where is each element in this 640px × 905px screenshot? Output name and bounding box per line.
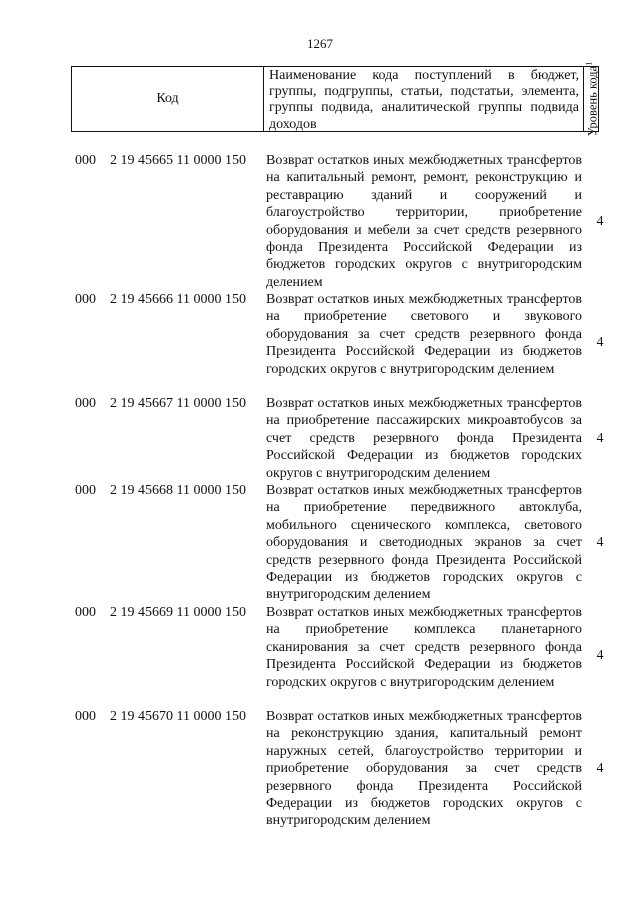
row-name: Возврат остатков иных межбюджетных трансфертов на приобретение комплекса планетарного сканирования за счет средств резервного фонда Президента Российской Федерации из бюджетов городских округов с внутригородским делением	[266, 605, 582, 690]
row-code: 2 19 45669 11 0000 150	[110, 605, 246, 620]
row-prefix: 000	[75, 605, 96, 620]
row-level: 4	[596, 535, 604, 550]
header-level-footnote: 1	[584, 61, 594, 66]
table-row	[0, 482, 640, 604]
table-row	[0, 604, 640, 708]
row-prefix: 000	[75, 292, 96, 307]
table-row	[0, 291, 640, 395]
table-row	[0, 708, 640, 830]
row-name: Возврат остатков иных межбюджетных трансфертов на приобретение светового и звукового оборудования за счет средств резервного фонда Президента Российской Федерации из бюджетов городских округов с внутригородским делением	[266, 292, 582, 377]
row-code: 2 19 45666 11 0000 150	[110, 292, 246, 307]
row-code: 2 19 45667 11 0000 150	[110, 396, 246, 411]
header-code: Код	[72, 67, 264, 131]
table-header	[71, 61, 600, 137]
header-level-text: Уровень кода	[585, 65, 600, 137]
row-level: 4	[596, 648, 604, 663]
header-level-label	[582, 62, 599, 136]
row-code: 2 19 45668 11 0000 150	[110, 483, 246, 498]
row-level: 4	[596, 213, 604, 229]
row-prefix: 000	[75, 709, 96, 724]
row-level: 4	[596, 335, 604, 350]
row-prefix: 000	[75, 483, 96, 498]
page-number: 1267	[307, 36, 333, 51]
table-body	[0, 152, 640, 830]
row-prefix: 000	[75, 153, 96, 168]
row-code: 2 19 45670 11 0000 150	[110, 709, 246, 724]
row-name: Возврат остатков иных межбюджетных трансфертов на реконструкцию здания, капитальный ремонт наружных сетей, благоустройство территории и приобретение оборудования за счет средств резервного фонда Президента Российской Федерации из бюджетов городских округов с внутригородским делением	[266, 709, 582, 829]
row-name: Возврат остатков иных межбюджетных трансфертов на капитальный ремонт, ремонт, реконструкцию и реставрацию зданий и сооружений и благоустройство территории, приобретение оборудования и мебели за счет средств резервного фонда Президента Российской Федерации из бюджетов городских округов с внутригородским делением	[266, 153, 582, 290]
row-code: 2 19 45665 11 0000 150	[110, 153, 246, 168]
header-name: Наименование кода поступлений в бюджет, группы, подгруппы, статьи, подстатьи, элемента, группы подвида, аналитической группы подвида доходов	[264, 67, 584, 131]
row-name: Возврат остатков иных межбюджетных трансфертов на приобретение передвижного автоклуба, мобильного сценического комплекса, светового оборудования и светодиодных экранов за счет средств резервного фонда Президента Российской Федерации из бюджетов городских округов с внутригородским делением	[266, 483, 582, 603]
row-level: 4	[596, 761, 604, 776]
row-name: Возврат остатков иных межбюджетных трансфертов на приобретение пассажирских микроавтобусов за счет средств резервного фонда Президента Российской Федерации из бюджетов городских округов с внутригородским делением	[266, 396, 582, 481]
table-row	[0, 152, 640, 291]
row-level: 4	[596, 430, 604, 446]
table-row	[0, 395, 640, 482]
header-level	[584, 61, 600, 137]
row-prefix: 000	[75, 396, 96, 411]
